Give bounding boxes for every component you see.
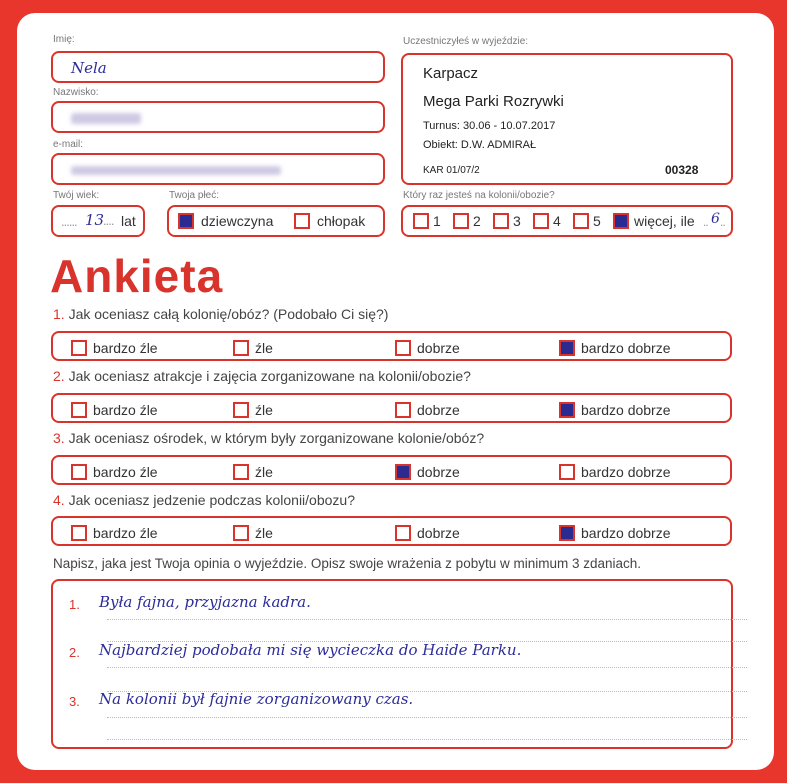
q1-opt-3-checkbox[interactable] [395,340,411,356]
q4-opt-2-label: źle [255,525,273,541]
trip-name: Mega Parki Rozrywki [423,93,564,110]
trip-label: Uczestniczyłeś w wyjeździe: [403,36,529,47]
age-dots-2: .... [103,213,114,228]
opinion-dotted-line [107,641,747,642]
question-3-options [51,455,732,485]
times-more-label: więcej, ile [634,213,695,229]
trip-number: 00328 [665,163,699,177]
q3-opt-1-label: bardzo źle [93,464,158,480]
q4-opt-4-checkbox[interactable] [559,525,575,541]
q2-opt-3-checkbox[interactable] [395,402,411,418]
gender-field [167,205,385,237]
q4-opt-1-label: bardzo źle [93,525,158,541]
age-dots: ...... [61,214,77,229]
q4-opt-1-checkbox[interactable] [71,525,87,541]
opinion-dotted-line [107,619,747,620]
age-label: Twój wiek: [53,190,100,201]
question-4-options [51,516,732,546]
times-field [401,205,733,237]
q2-opt-2-label: źle [255,402,273,418]
email-label: e-mail: [53,139,84,150]
q3-opt-4-label: bardzo dobrze [581,464,671,480]
q2-opt-3[interactable] [395,395,460,425]
q1-opt-2-checkbox[interactable] [233,340,249,356]
trip-city: Karpacz [423,65,479,82]
times-more-value: 6 [711,211,720,227]
q2-opt-1-checkbox[interactable] [71,402,87,418]
gender-female-checkbox[interactable] [178,213,194,229]
opinion-line-2-number: 2. [69,645,80,660]
page-title: Ankieta [50,250,224,302]
times-dots: .. [703,215,708,229]
times-3-label: 3 [513,213,521,229]
q2-opt-4-label: bardzo dobrze [581,402,671,418]
opinion-line-1-number: 1. [69,597,80,612]
opinion-dotted-line [107,691,747,692]
opinion-line-1-text: Była fajna, przyjazna kadra. [99,593,311,611]
q1-opt-3-label: dobrze [417,340,460,356]
trip-turnus [423,120,555,132]
opinion-line-3-number: 3. [69,694,80,709]
name-label: Imię: [53,34,75,45]
times-1-label: 1 [433,213,441,229]
q4-opt-3-label: dobrze [417,525,460,541]
question-3-label: Jak oceniasz ośrodek, w którym były zorganizowane kolonie/obóz? [68,430,485,446]
age-value: 13 [85,211,105,229]
surname-redacted [71,113,141,124]
q3-opt-3-label: dobrze [417,464,460,480]
q4-opt-1[interactable] [71,518,158,548]
gender-male-checkbox[interactable] [294,213,310,229]
q2-opt-4[interactable] [559,395,671,425]
q2-opt-1[interactable] [71,395,158,425]
q2-opt-1-label: bardzo źle [93,402,158,418]
opinion-prompt: Napisz, jaka jest Twoja opinia o wyjeździe. Opisz swoje wrażenia z pobytu w minimum 3 zdaniach. [53,556,642,571]
trip-turnus-label: Turnus: [423,120,460,132]
q1-opt-2[interactable] [233,333,273,363]
q2-opt-4-checkbox[interactable] [559,402,575,418]
q1-opt-1-checkbox[interactable] [71,340,87,356]
question-3-text [53,430,484,446]
age-unit: lat [121,213,136,229]
q1-opt-4[interactable] [559,333,671,363]
opinion-line-3-text: Na kolonii był fajnie zorganizowany czas. [99,690,414,708]
opinion-box[interactable] [51,579,733,749]
question-2-options [51,393,732,423]
q3-opt-2-checkbox[interactable] [233,464,249,480]
question-1-label: Jak oceniasz całą kolonię/obóz? (Podobało Ci się?) [68,306,389,322]
times-4-label: 4 [553,213,561,229]
q1-opt-1-label: bardzo źle [93,340,158,356]
opinion-dotted-line [107,717,747,718]
q3-opt-2-label: źle [255,464,273,480]
email-redacted [71,166,281,175]
gender-female-label: dziewczyna [201,213,274,229]
surname-field[interactable] [51,101,385,133]
question-3-number: 3. [53,430,65,446]
q4-opt-3-checkbox[interactable] [395,525,411,541]
q1-opt-4-label: bardzo dobrze [581,340,671,356]
opinion-line-2-text: Najbardziej podobała mi się wycieczka do Haide Parku. [99,641,522,659]
q3-opt-1-checkbox[interactable] [71,464,87,480]
q3-opt-3-checkbox[interactable] [395,464,411,480]
q1-opt-4-checkbox[interactable] [559,340,575,356]
surname-label: Nazwisko: [53,87,99,98]
trip-code: KAR 01/07/2 [423,165,480,176]
gender-label: Twoja płeć: [169,190,220,201]
opinion-dotted-line [107,739,747,740]
question-4-number: 4. [53,492,65,508]
times-label: Który raz jesteś na kolonii/obozie? [403,190,555,201]
q1-opt-3[interactable] [395,333,460,363]
times-5-label: 5 [593,213,601,229]
trip-panel [401,53,733,185]
trip-object [423,139,536,151]
q1-opt-2-label: źle [255,340,273,356]
name-field[interactable] [51,51,385,83]
name-value: Nela [71,59,107,77]
question-1-number: 1. [53,306,65,322]
email-field[interactable] [51,153,385,185]
question-2-text [53,368,471,384]
question-1-text [53,306,388,322]
times-more-checkbox[interactable] [613,213,629,229]
question-1-options [51,331,732,361]
survey-sheet [17,13,774,770]
q1-opt-1[interactable] [71,333,158,363]
q3-opt-4[interactable] [559,457,671,487]
times-4-checkbox[interactable] [533,213,549,229]
gender-male-label: chłopak [317,213,366,229]
times-3-checkbox[interactable] [493,213,509,229]
q3-opt-1[interactable] [71,457,158,487]
times-dots-2: .. [720,215,725,229]
q4-opt-2[interactable] [233,518,273,548]
q3-opt-4-checkbox[interactable] [559,464,575,480]
q3-opt-3[interactable] [395,457,460,487]
q2-opt-2[interactable] [233,395,273,425]
q4-opt-3[interactable] [395,518,460,548]
trip-turnus-value: 30.06 - 10.07.2017 [462,120,556,132]
times-5-checkbox[interactable] [573,213,589,229]
q3-opt-2[interactable] [233,457,273,487]
times-1-checkbox[interactable] [413,213,429,229]
question-4-text [53,492,355,508]
opinion-dotted-line [107,667,747,668]
question-4-label: Jak oceniasz jedzenie podczas kolonii/obozu? [68,492,355,508]
times-2-label: 2 [473,213,481,229]
q4-opt-2-checkbox[interactable] [233,525,249,541]
times-2-checkbox[interactable] [453,213,469,229]
q4-opt-4-label: bardzo dobrze [581,525,671,541]
q4-opt-4[interactable] [559,518,671,548]
trip-object-label: Obiekt: [423,139,458,151]
q2-opt-3-label: dobrze [417,402,460,418]
question-2-number: 2. [53,368,65,384]
age-field[interactable] [51,205,145,237]
trip-object-value: D.W. ADMIRAŁ [460,139,537,151]
question-2-label: Jak oceniasz atrakcje i zajęcia zorganizowane na kolonii/obozie? [68,368,471,384]
q2-opt-2-checkbox[interactable] [233,402,249,418]
